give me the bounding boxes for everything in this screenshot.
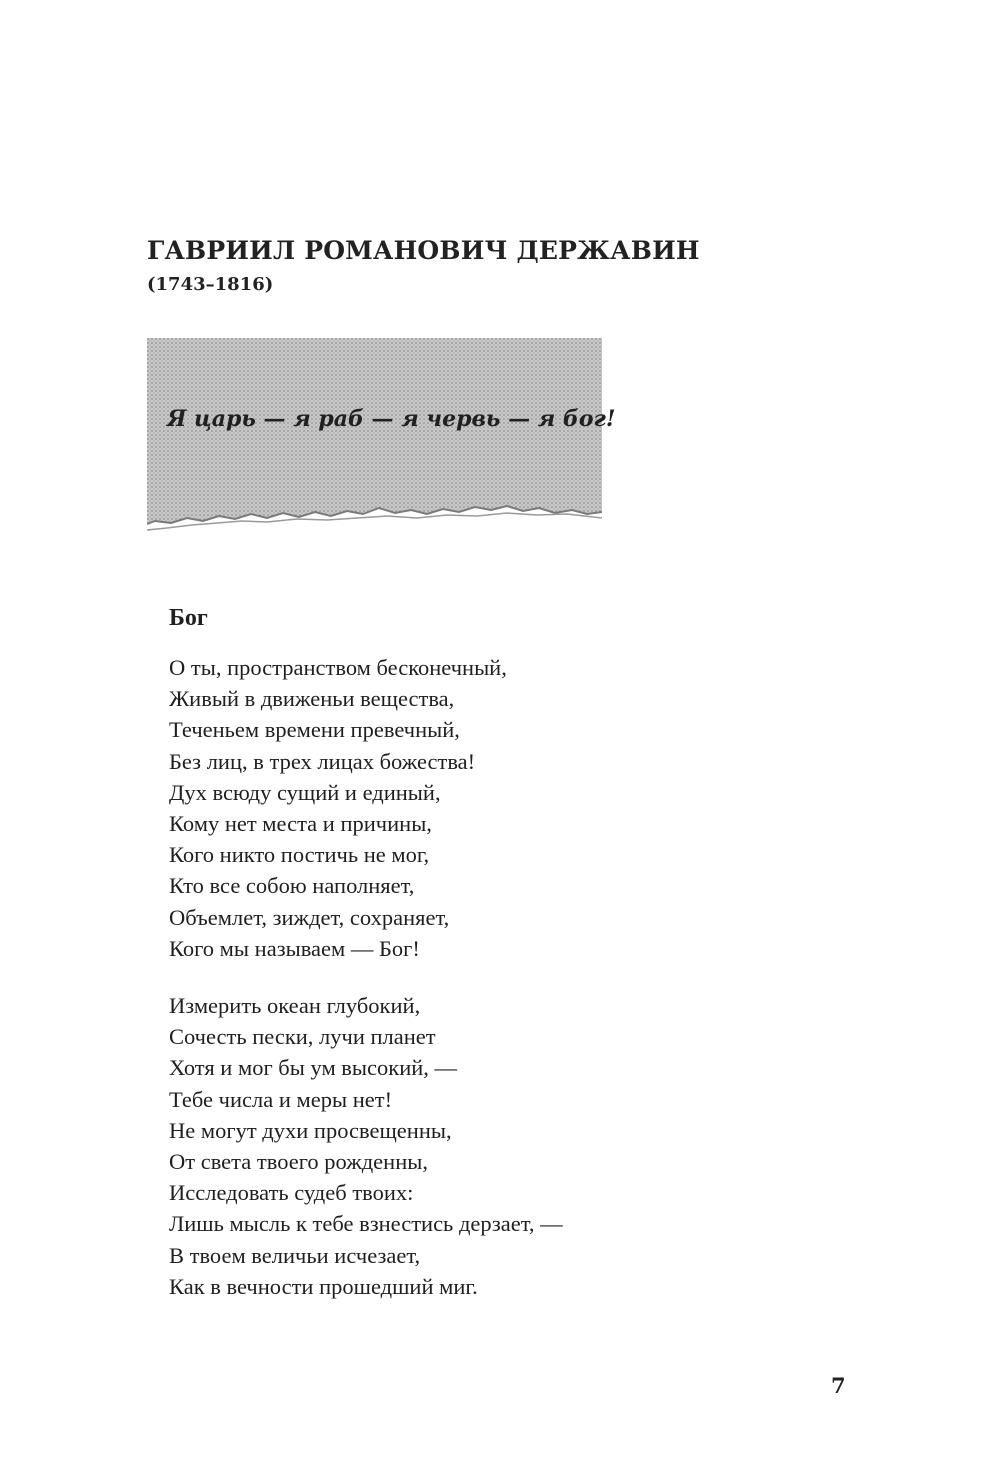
stanza-2	[169, 990, 563, 1302]
poem-line: Кого мы называем — Бог!	[169, 935, 420, 961]
author-name: ГАВРИИЛ РОМАНОВИЧ ДЕРЖАВИН	[147, 236, 700, 265]
author-dates: (1743–1816)	[147, 274, 274, 295]
poem-line: Дух всюду сущий и единый,	[169, 779, 441, 805]
torn-paper-background	[147, 338, 616, 534]
epigraph-box	[147, 338, 616, 534]
poem-line: Лишь мысль к тебе взнестись дерзает, —	[169, 1211, 563, 1237]
poem-line: Живый в движеньи вещества,	[169, 686, 455, 712]
epigraph-quote: Я царь — я раб — я червь — я бог!	[167, 406, 616, 432]
poem-line: Кто все собою наполняет,	[169, 873, 415, 899]
poem-line: Кого никто постичь не мог,	[169, 842, 430, 868]
poem-line: Тебе числа и меры нет!	[169, 1086, 393, 1112]
poem-line: Сочесть пески, лучи планет	[169, 1024, 436, 1050]
poem-line: Кому нет места и причины,	[169, 810, 432, 836]
poem-line: Исследовать судеб твоих:	[169, 1180, 414, 1206]
poem-line: От света твоего рожденны,	[169, 1148, 428, 1174]
poem-line: Без лиц, в трех лицах божества!	[169, 748, 476, 774]
poem-line: Теченьем времени превечный,	[169, 717, 460, 743]
poem-line: Объемлет, зиждет, сохраняет,	[169, 904, 450, 930]
poem-line: Не могут духи просвещенны,	[169, 1117, 452, 1143]
poem-title: Бог	[169, 605, 208, 631]
stanza-1	[169, 652, 507, 964]
poem-line: Хотя и мог бы ум высокий, —	[169, 1055, 458, 1081]
poem-line: О ты, пространством бесконечный,	[169, 655, 507, 680]
page-number: 7	[831, 1373, 846, 1398]
poem-line: Как в вечности прошедший миг.	[169, 1273, 478, 1299]
poem-line: Измерить океан глубокий,	[169, 993, 421, 1018]
poem-line: В твоем величьи исчезает,	[169, 1242, 421, 1268]
